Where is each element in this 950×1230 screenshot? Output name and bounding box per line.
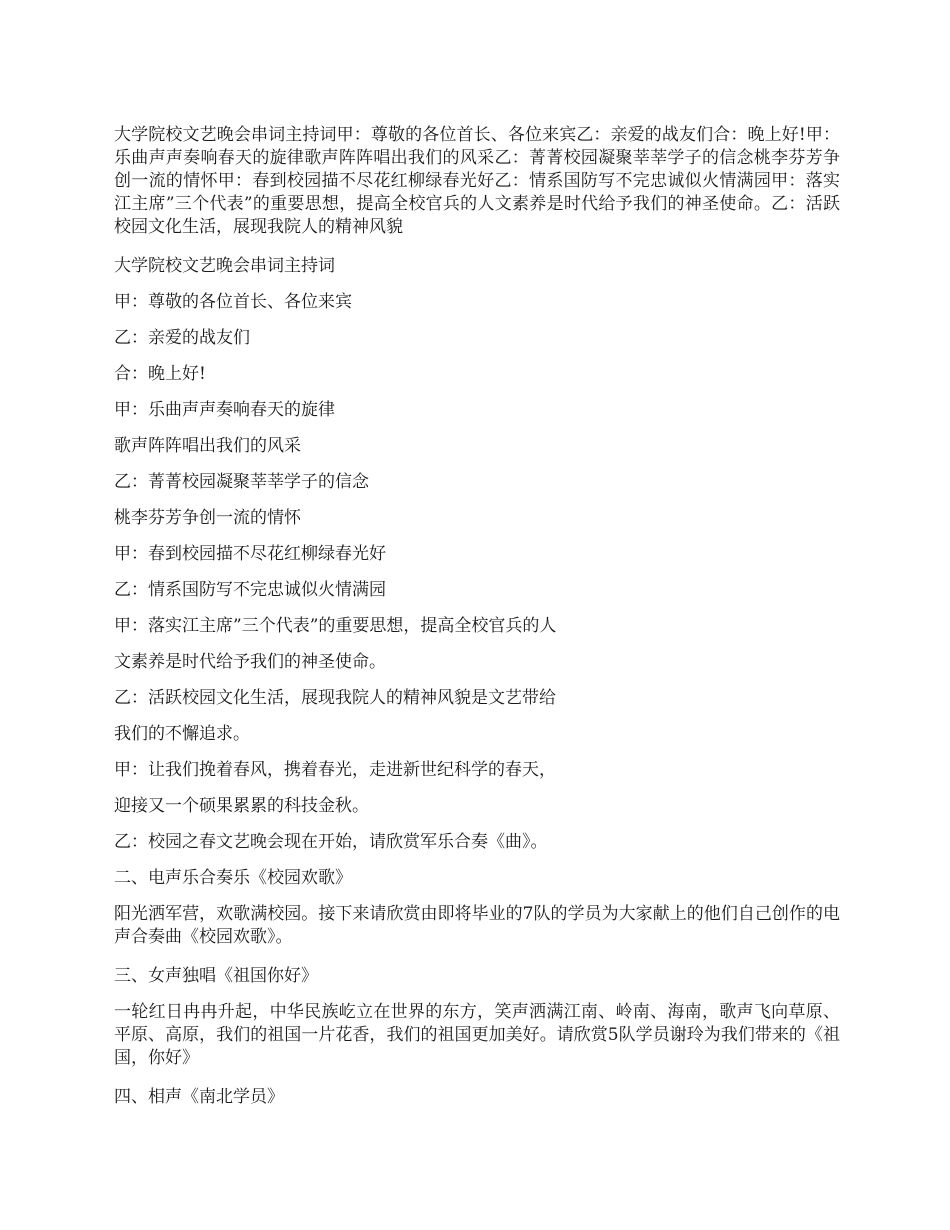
section-heading: 二、电声乐合奏乐《校园欢歌》 [114,868,352,888]
script-line: 乙：情系国防写不完忠诚似火情满园 [114,580,386,600]
script-line: 迎接又一个硕果累累的科技金秋。 [114,796,369,816]
section-heading: 四、相声《南北学员》 [114,1087,284,1107]
script-line: 乙：亲爱的战友们 [114,328,250,348]
script-line: 甲：落实江主席”三个代表”的重要思想，提高全校官兵的人 [114,616,557,636]
script-line: 甲：让我们挽着春风，携着春光，走进新世纪科学的春天， [114,760,556,780]
script-line: 乙：活跃校园文化生活，展现我院人的精神风貌是文艺带给 [114,688,556,708]
section-heading: 三、女声独唱《祖国你好》 [114,966,318,986]
summary-paragraph: 大学院校文艺晚会串词主持词甲：尊敬的各位首长、各位来宾乙：亲爱的战友们合：晚上好!甲：乐曲声声奏响春天的旋律歌声阵阵唱出我们的风采乙：菁菁校园凝聚莘莘学子的信念桃李芬芳争创一流的情怀甲：春到校园描不尽花红柳绿春光好乙：情系国防写不完忠诚似火情满园甲：落实江主席”三个代表”的重要思想，提高全校官兵的人文素养是时代给予我们的神圣使命。乙：活跃校园文化生活，展现我院人的精神风貌 [114,125,840,237]
script-line: 甲：春到校园描不尽花红柳绿春光好 [114,544,386,564]
document-title: 大学院校文艺晚会串词主持词 [114,256,335,276]
script-line: 甲：乐曲声声奏响春天的旋律 [114,400,335,420]
script-line: 乙：菁菁校园凝聚莘莘学子的信念 [114,472,369,492]
script-line: 合：晚上好! [114,364,206,384]
section-paragraph: 阳光洒军营，欢歌满校园。接下来请欣赏由即将毕业的7队的学员为大家献上的他们自己创作的电声合奏曲《校园欢歌》。 [114,904,840,947]
script-line: 甲：尊敬的各位首长、各位来宾 [114,292,352,312]
script-line: 我们的不懈追求。 [114,724,250,744]
script-line: 乙：校园之春文艺晚会现在开始，请欣赏军乐合奏《曲》。 [114,832,548,852]
script-line: 歌声阵阵唱出我们的风采 [114,436,301,456]
script-line: 桃李芬芳争创一流的情怀 [114,508,301,528]
script-line: 文素养是时代给予我们的神圣使命。 [114,652,386,672]
section-paragraph: 一轮红日冉冉升起，中华民族屹立在世界的东方，笑声洒满江南、岭南、海南，歌声飞向草原、平原、高原，我们的祖国一片花香，我们的祖国更加美好。请欣赏5队学员谢玲为我们带来的《祖国，你好》 [114,1002,840,1068]
